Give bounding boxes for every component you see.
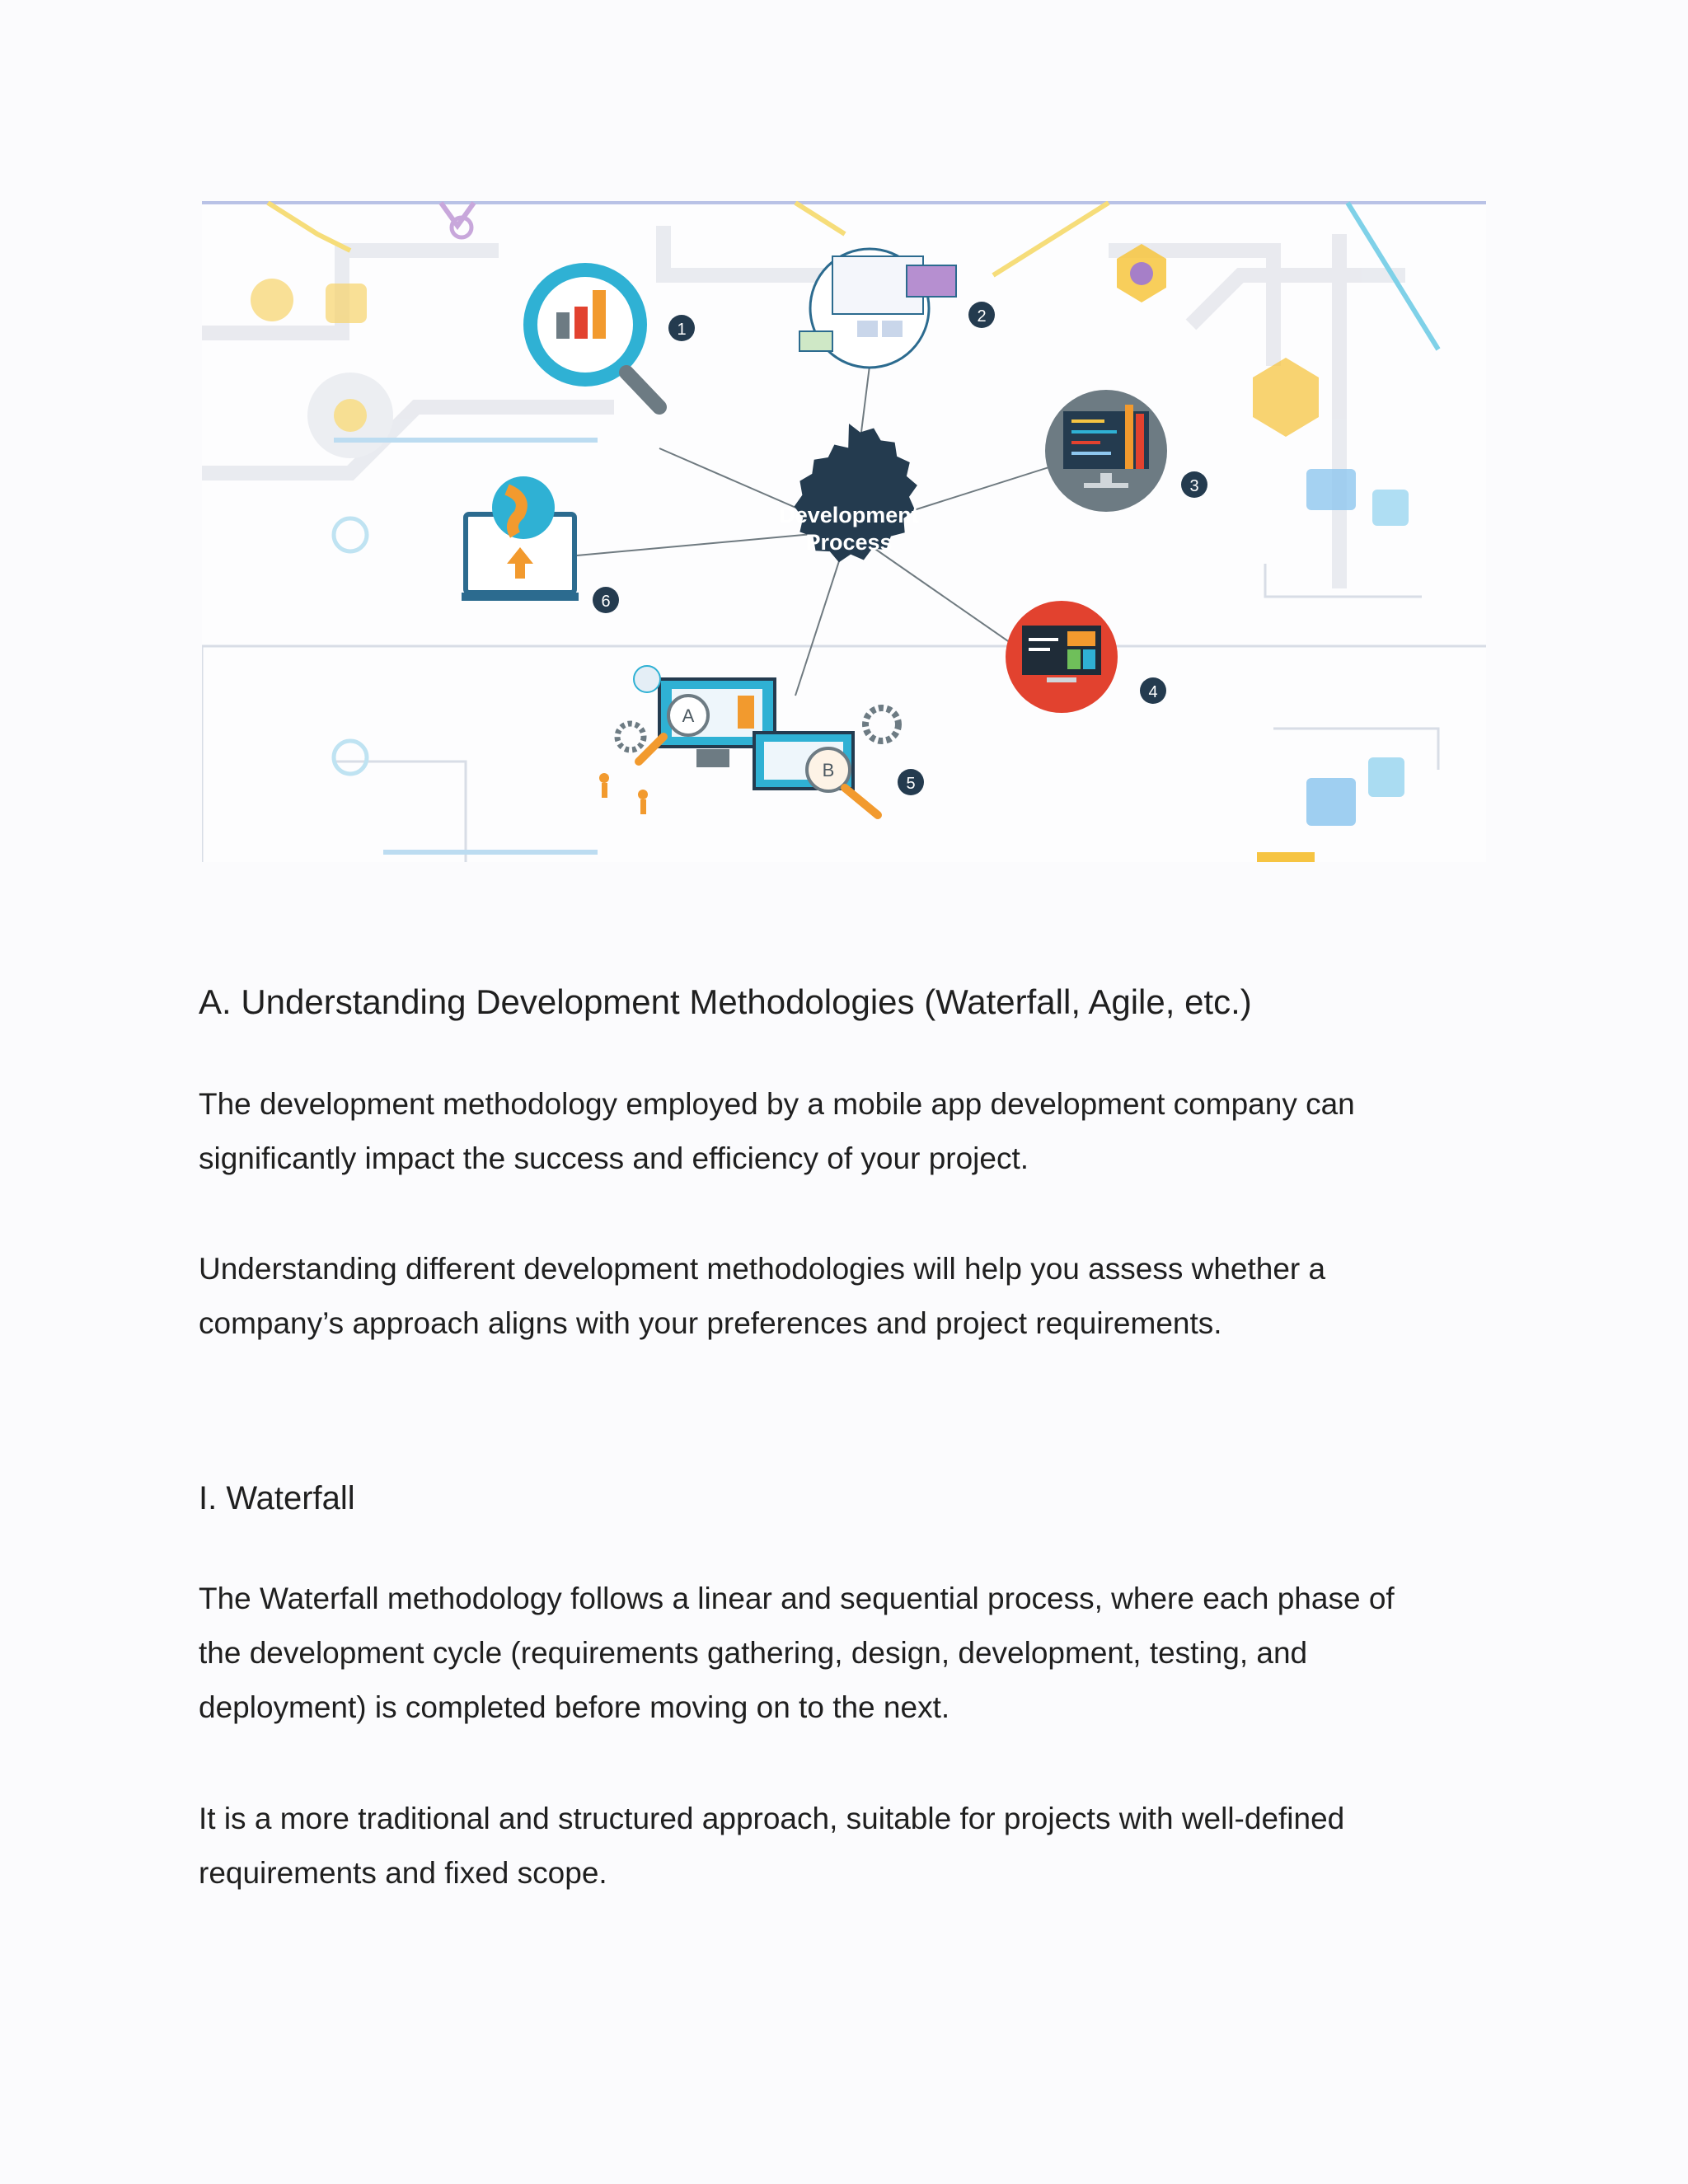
- paragraph-line: significantly impact the success and efficiency of your project.: [199, 1141, 1029, 1175]
- node-ab-testing-icon: [599, 666, 898, 815]
- bubble-a-label: A: [682, 705, 695, 726]
- waterfall-paragraph-1: [199, 1572, 1501, 1735]
- node-coding-icon: [1045, 390, 1167, 512]
- development-process-figure: [202, 201, 1486, 862]
- paragraph-line: The Waterfall methodology follows a linear and sequential process, where each phase of: [199, 1582, 1395, 1615]
- step-number-5: 5: [906, 775, 916, 793]
- node-testing-icon: [1006, 601, 1118, 713]
- section-a-paragraph-1: [199, 1077, 1501, 1186]
- step-number-6: 6: [601, 593, 611, 611]
- section-a-heading: A. Understanding Development Methodologies (Waterfall, Agile, etc.): [199, 982, 1252, 1021]
- node-deployment-icon: [462, 476, 579, 601]
- step-number-1: 1: [677, 321, 687, 339]
- bubble-b-label: B: [822, 760, 835, 780]
- paragraph-line: The development methodology employed by a mobile app development company can: [199, 1087, 1355, 1121]
- development-process-diagram: [202, 201, 1486, 862]
- center-label-line1: Development: [779, 503, 919, 527]
- step-number-2: 2: [977, 307, 987, 326]
- paragraph-line: Understanding different development methodologies will help you assess whether a: [199, 1252, 1326, 1286]
- paragraph-line: the development cycle (requirements gathering, design, development, testing, and: [199, 1636, 1308, 1670]
- waterfall-paragraph-2: [199, 1792, 1501, 1900]
- section-a-paragraph-2: [199, 1242, 1501, 1351]
- step-number-4: 4: [1148, 683, 1158, 701]
- center-label-line2: Process: [805, 530, 893, 555]
- waterfall-heading: I. Waterfall: [199, 1480, 355, 1516]
- node-analysis-icon: [523, 263, 659, 407]
- node-wireframe-icon: [799, 249, 956, 368]
- step-number-3: 3: [1189, 477, 1199, 495]
- paragraph-line: It is a more traditional and structured approach, suitable for projects with well-defined: [199, 1802, 1345, 1835]
- paragraph-line: deployment) is completed before moving on to the next.: [199, 1690, 950, 1724]
- paragraph-line: company’s approach aligns with your preferences and project requirements.: [199, 1306, 1222, 1340]
- paragraph-line: requirements and fixed scope.: [199, 1856, 607, 1890]
